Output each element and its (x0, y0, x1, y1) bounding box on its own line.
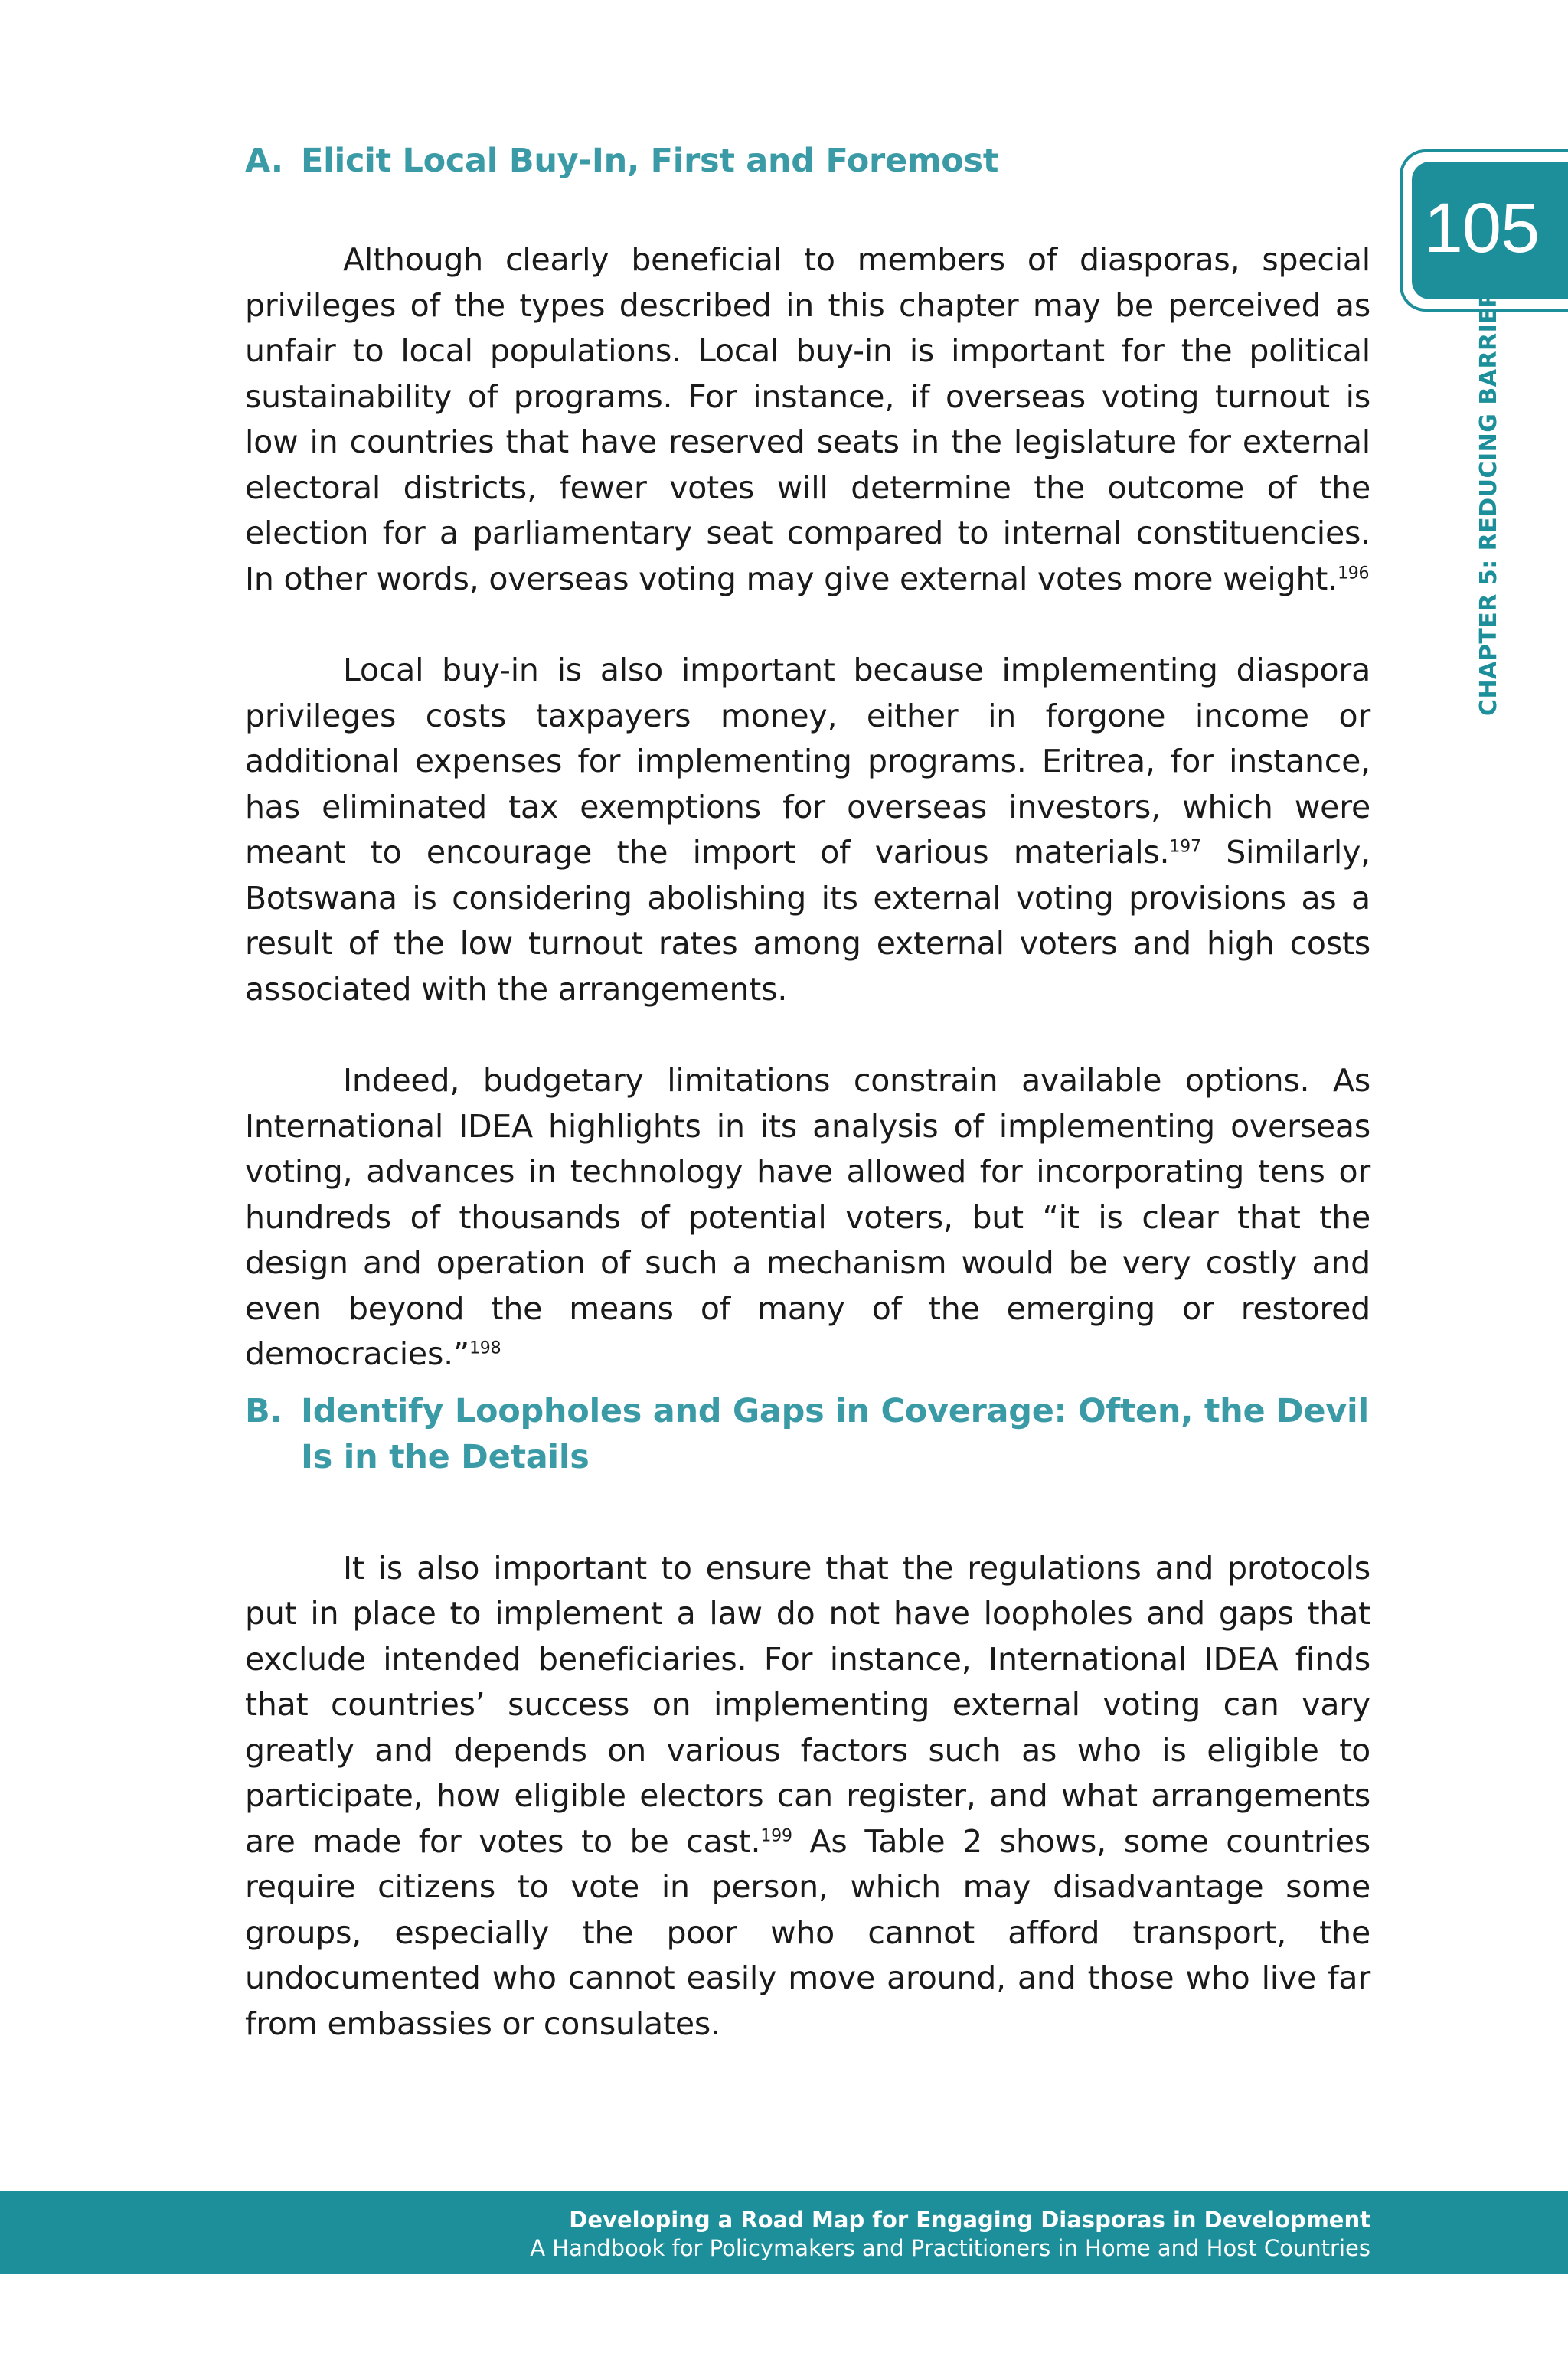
body-paragraph (245, 1546, 1370, 2047)
footnote-ref: 197 (1169, 837, 1201, 857)
section-letter: A. (245, 142, 283, 180)
body-paragraph (245, 1058, 1370, 1377)
chapter-label: CHAPTER 5: REDUCING BARRIERS (1475, 272, 1502, 716)
footer-title: Developing a Road Map for Engaging Diasporas in Development (569, 2207, 1370, 2233)
section-heading-b (245, 1388, 1370, 1480)
footnote-ref: 196 (1337, 563, 1370, 583)
footer-subtitle: A Handbook for Policymakers and Practitioners in Home and Host Countries (530, 2235, 1370, 2261)
footnote-ref: 198 (469, 1338, 501, 1358)
paragraph-text: Although clearly beneficial to members of diasporas, special privileges of the types described in this chapter may be perceived as unfair to local populations. Local buy-in is important for the political sustainability of programs. For instance, if overseas voting turnout is low in countries that have reserved seats in the legislature for external electoral districts, fewer votes will determine the outcome of the election for a parliamentary seat compared to internal constituencies. In other words, overseas voting may give external votes more weight. (245, 241, 1370, 597)
section-heading-text: Elicit Local Buy-In, First and Foremost (301, 142, 999, 180)
section-heading-text: Identify Loopholes and Gaps in Coverage: Often, the Devil Is in the Details (301, 1391, 1369, 1476)
paragraph-text: As Table 2 shows, some countries require citizens to vote in person, which may disadvantage some groups, especially the poor who cannot afford transport, the undocumented who cannot easily move around, and those who live far from embassies or consulates. (245, 1822, 1370, 2042)
section-letter: B. (245, 1391, 283, 1430)
paragraph-text: Similarly, Botswana is considering abolishing its external voting provisions as a result of the low turnout rates among external voters and high costs associated with the arrangements. (245, 834, 1370, 1008)
page-number: 105 (1423, 189, 1540, 267)
paragraph-text: It is also important to ensure that the regulations and protocols put in place to implement a law do not have loopholes and gaps that exclude intended beneficiaries. For instance, International IDEA finds that countries’ success on implementing external voting can vary greatly and depends on various factors such as who is eligible to participate, how eligible electors can register, and what arrangements are made for votes to be cast. (245, 1549, 1370, 1860)
section-heading-a (245, 138, 1370, 184)
body-paragraph (245, 237, 1370, 602)
footnote-ref: 199 (760, 1825, 792, 1845)
paragraph-text: Indeed, budgetary limitations constrain available options. As International IDEA highlights in its analysis of implementing overseas voting, advances in technology have allowed for incorporating tens or hundreds of thousands of potential voters, but “it is clear that the design and operation of such a mechanism would be very costly and even beyond the means of many of the emerging or restored democracies.” (245, 1062, 1370, 1372)
paragraph-text: Local buy-in is also important because implementing diaspora privileges costs taxpayers money, either in forgone income or additional expenses for implementing programs. Eritrea, for instance, has eliminated tax exemptions for overseas investors, which were meant to encourage the import of various materials. (245, 652, 1370, 871)
page-content (245, 115, 1370, 2047)
body-paragraph (245, 648, 1370, 1012)
footer-band (0, 2191, 1568, 2274)
